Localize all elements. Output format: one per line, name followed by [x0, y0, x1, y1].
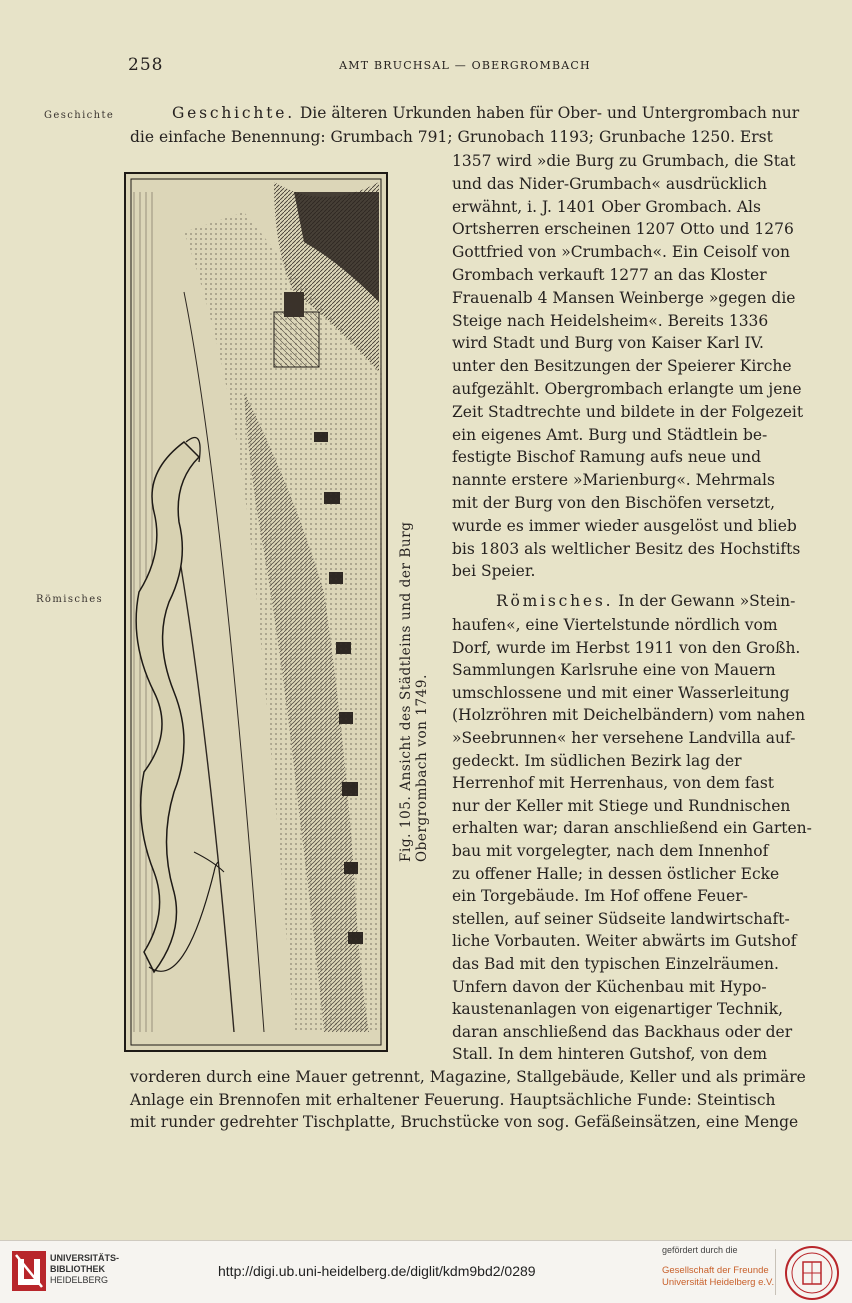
text-line: Frauenalb 4 Mansen Weinberge »gegen die	[452, 288, 796, 307]
text-line: Unfern davon der Küchenbau mit Hypo-	[452, 977, 767, 996]
text-line: Sammlungen Karlsruhe eine von Mauern	[452, 661, 776, 680]
text-line: ein eigenes Amt. Burg und Städtlein be-	[452, 425, 768, 444]
text-span: In der Gewann »Stein-	[618, 592, 796, 610]
text-line: Stall. In dem hinteren Gutshof, von dem	[452, 1045, 768, 1064]
text-line: mit der Burg von den Bischöfen versetzt,	[452, 494, 776, 512]
text-line: die einfache Benennung: Grumbach 791; Grunobach 1193; Grunbache 1250. Erst	[130, 128, 773, 146]
text-line: Gottfried von »Crumbach«. Ein Ceisolf von	[452, 243, 791, 262]
text-line: ein Torgebäude. Im Hof offene Feuer-	[452, 887, 748, 906]
university-library-logo-icon	[12, 1251, 46, 1291]
text-line: bei Speier.	[452, 562, 536, 581]
figure-engraving	[124, 172, 388, 1052]
text-line: erwähnt, i. J. 1401 Ober Grombach. Als	[452, 197, 761, 216]
text-line: umschlossene und mit einer Wasserleitung	[452, 683, 790, 702]
text-line: zu offener Halle; in dessen östlicher Ecke	[452, 864, 780, 883]
library-line1: UNIVERSITÄTS-	[50, 1253, 120, 1263]
section-heading-roemisches: Römisches.	[496, 592, 614, 610]
text-line: erhalten war; daran anschließend ein Garten-	[452, 819, 812, 838]
text-line: mit runder gedrehter Tischplatte, Bruchstücke von sog. Gefäßeinsätzen, eine Menge	[130, 1113, 799, 1132]
text-line: daran anschließend das Backhaus oder der	[452, 1022, 793, 1041]
text-line: haufen«, eine Viertelstunde nördlich vom	[452, 616, 778, 634]
promoted-by-label: gefördert durch die	[662, 1245, 738, 1255]
text-line: wird Stadt und Burg von Kaiser Karl IV.	[452, 334, 764, 353]
margin-note-roemisches: Römisches	[36, 594, 104, 605]
text-line: bis 1803 als weltlicher Besitz des Hochstifts	[452, 539, 801, 558]
text-line: Herrenhof mit Herrenhaus, von dem fast	[452, 774, 775, 793]
text-line: Zeit Stadtrechte und bildete in der Folgezeit	[452, 402, 804, 421]
text-line: liche Vorbauten. Weiter abwärts im Gutshof	[452, 932, 797, 951]
text-line: das Bad mit den typischen Einzelräumen.	[452, 955, 779, 973]
document-url-link[interactable]: http://digi.ub.uni-heidelberg.de/diglit/kdm9bd2/0289	[218, 1263, 536, 1279]
text-line: vorderen durch eine Mauer getrennt, Magazine, Stallgebäude, Keller und als primäre	[130, 1068, 806, 1086]
text-line: nannte erstere »Marienburg«. Mehrmals	[452, 471, 775, 490]
text-line: Dorf, wurde im Herbst 1911 von den Großh.	[452, 638, 801, 657]
page-number: 258	[128, 55, 164, 75]
library-line2: BIBLIOTHEK	[50, 1264, 105, 1274]
text-line: Grombach verkauft 1277 an das Kloster	[452, 266, 767, 284]
sponsor-line1: Gesellschaft der Freunde	[662, 1265, 769, 1276]
text-line: wurde es immer wieder ausgelöst und blieb	[452, 516, 797, 535]
text-line: Anlage ein Brennofen mit erhaltener Feuerung. Hauptsächliche Funde: Steintisch	[130, 1090, 776, 1109]
engraving-view-of-obergrombach	[124, 172, 388, 1052]
text-line: 1357 wird »die Burg zu Grumbach, die Stat	[452, 152, 796, 170]
text-line: (Holzröhren mit Deichelbändern) vom nahen	[452, 706, 806, 725]
sponsor-line2: Universität Heidelberg e.V.	[662, 1277, 775, 1288]
university-seal-icon	[784, 1245, 840, 1301]
text-line: Ortsherren erscheinen 1207 Otto und 1276	[452, 220, 794, 239]
text-line: festigte Bischof Ramung aufs neue und	[452, 448, 762, 467]
text-line	[496, 590, 795, 612]
text-line: gedeckt. Im südlichen Bezirk lag der	[452, 751, 742, 770]
sponsor-name	[662, 1265, 774, 1289]
text-line: Steige nach Heidelsheim«. Bereits 1336	[452, 311, 769, 330]
running-head: AMT BRUCHSAL — OBERGROMBACH	[339, 59, 591, 72]
figure-caption: Fig. 105. Ansicht des Städtleins und der Burg Obergrombach von 1749.	[398, 521, 430, 862]
library-name	[50, 1253, 119, 1286]
margin-note-geschichte: Geschichte	[44, 110, 115, 121]
text-line: aufgezählt. Obergrombach erlangte um jene	[452, 380, 802, 398]
text-line	[172, 102, 799, 124]
text-line: unter den Besitzungen der Speierer Kirche	[452, 357, 792, 376]
footer-bar	[0, 1240, 852, 1303]
footer-divider	[775, 1249, 776, 1295]
text-line: nur der Keller mit Stiege und Rundnischen	[452, 796, 791, 815]
text-line: und das Nider-Grumbach« ausdrücklich	[452, 174, 767, 193]
text-line: stellen, auf seiner Südseite landwirtschaft-	[452, 909, 790, 928]
text-line: »Seebrunnen« her versehene Landvilla auf-	[452, 729, 796, 747]
caption-anchor	[398, 521, 430, 882]
text-line: kaustenanlagen von eigenartiger Technik,	[452, 1000, 784, 1019]
text-line: bau mit vorgelegter, nach dem Innenhof	[452, 842, 769, 860]
text-span: Die älteren Urkunden haben für Ober- und Untergrombach nur	[299, 104, 800, 122]
section-heading-geschichte: Geschichte.	[172, 104, 295, 122]
library-line3: HEIDELBERG	[50, 1275, 109, 1285]
